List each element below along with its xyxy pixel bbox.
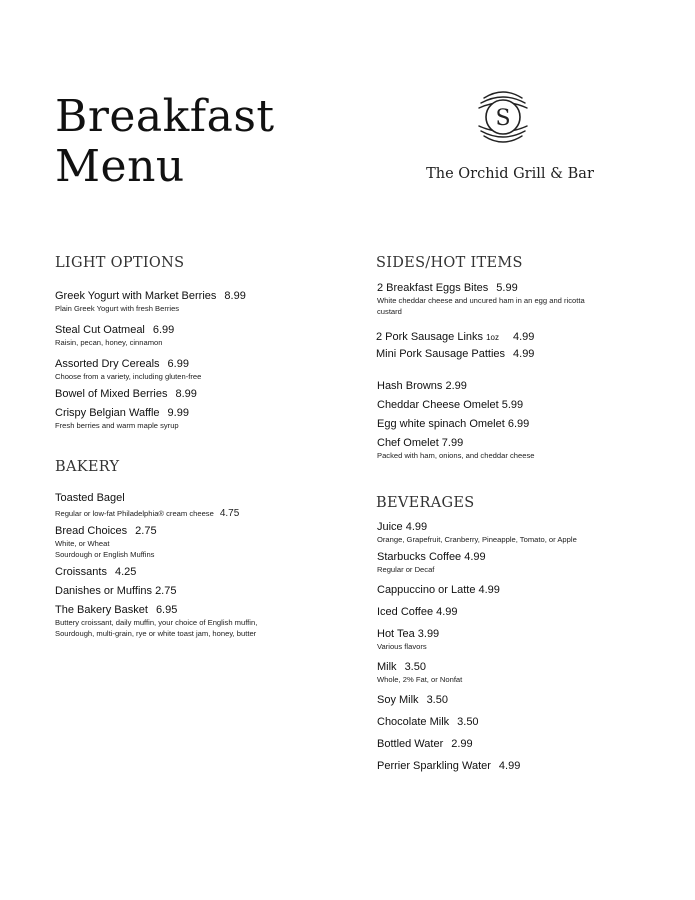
menu-item bbox=[377, 759, 676, 773]
item-name: Iced Coffee 4.99 bbox=[377, 606, 458, 618]
item-name: Soy Milk bbox=[377, 694, 419, 706]
item-name: Toasted Bagel bbox=[55, 492, 125, 504]
menu-item bbox=[55, 323, 345, 348]
item-description: Regular or Decaf bbox=[377, 565, 435, 574]
item-name: Bread Choices bbox=[55, 525, 128, 537]
item-name: Steal Cut Oatmeal bbox=[55, 324, 145, 336]
item-description: custard bbox=[377, 307, 402, 316]
item-name: Danishes or Muffins 2.75 bbox=[55, 585, 177, 597]
item-description: Sourdough or English Muffins bbox=[55, 550, 155, 559]
menu-item bbox=[55, 565, 345, 579]
item-description: Raisin, pecan, honey, cinnamon bbox=[55, 338, 163, 347]
menu-item bbox=[55, 603, 345, 639]
item-price: 4.99 bbox=[498, 760, 521, 772]
item-description: Sourdough, multi-grain, rye or white toast jam, honey, butter bbox=[55, 629, 257, 638]
item-price: 6.95 bbox=[155, 604, 178, 616]
menu-item bbox=[377, 627, 676, 652]
menu-item bbox=[55, 289, 345, 314]
logo-letter: S bbox=[495, 106, 511, 131]
item-price: 6.99 bbox=[152, 324, 175, 336]
menu-item bbox=[377, 605, 676, 619]
section-title-light-options: LIGHT OPTIONS bbox=[55, 255, 185, 271]
item-name: Hash Browns 2.99 bbox=[377, 380, 467, 392]
item-price: 3.50 bbox=[426, 694, 448, 706]
menu-item bbox=[377, 583, 676, 597]
menu-item bbox=[377, 417, 676, 431]
menu-item bbox=[377, 520, 676, 545]
menu-item bbox=[377, 281, 676, 317]
menu-item bbox=[55, 584, 345, 598]
item-description: Various flavors bbox=[377, 642, 427, 651]
item-description: Buttery croissant, daily muffin, your choice of English muffin, bbox=[55, 618, 258, 627]
section-title-sides: SIDES/HOT ITEMS bbox=[376, 255, 523, 271]
item-name: Mini Pork Sausage Patties bbox=[376, 348, 506, 360]
menu-item bbox=[377, 398, 676, 412]
section-title-bakery: BAKERY bbox=[55, 459, 120, 475]
item-price: 4.75 bbox=[219, 508, 240, 519]
page-title bbox=[55, 92, 275, 192]
item-price: 3.50 bbox=[457, 716, 479, 728]
item-description: Regular or low-fat Philadelphia® cream cheese 4.75 bbox=[55, 508, 240, 519]
left-column bbox=[55, 255, 345, 639]
item-name: Juice 4.99 bbox=[377, 521, 428, 533]
item-price: 4.99 bbox=[512, 331, 535, 343]
menu-item bbox=[55, 387, 345, 401]
item-name: Egg white spinach Omelet 6.99 bbox=[377, 418, 530, 430]
menu-item bbox=[377, 550, 676, 575]
title-line-2: Menu bbox=[55, 141, 185, 192]
item-description: Packed with ham, onions, and cheddar cheese bbox=[377, 451, 535, 460]
item-description: Whole, 2% Fat, or Nonfat bbox=[377, 675, 463, 684]
item-name: Assorted Dry Cereals bbox=[55, 358, 160, 370]
restaurant-logo-icon bbox=[470, 84, 536, 150]
item-name: Bowel of Mixed Berries bbox=[55, 388, 168, 400]
item-description: Plain Greek Yogurt with fresh Berries bbox=[55, 304, 180, 313]
item-name: Bottled Water bbox=[377, 738, 444, 750]
item-name: Chef Omelet 7.99 bbox=[377, 437, 464, 449]
item-price: 2.75 bbox=[135, 525, 157, 537]
item-name: The Bakery Basket bbox=[55, 604, 148, 616]
restaurant-name: The Orchid Grill & Bar bbox=[426, 166, 594, 182]
item-price: 3.50 bbox=[404, 661, 426, 673]
item-price: 8.99 bbox=[175, 388, 197, 400]
right-column bbox=[376, 255, 676, 773]
menu-item bbox=[377, 737, 676, 751]
item-price: 4.25 bbox=[114, 566, 137, 578]
menu-item bbox=[377, 660, 676, 685]
item-price: 6.99 bbox=[167, 358, 189, 370]
menu-item bbox=[55, 406, 345, 431]
item-description: Orange, Grapefruit, Cranberry, Pineapple, Tomato, or Apple bbox=[377, 535, 577, 544]
item-name: Croissants bbox=[55, 566, 107, 578]
item-name: 2 Pork Sausage Links bbox=[376, 331, 484, 343]
menu-item bbox=[55, 524, 345, 560]
item-price: 8.99 bbox=[224, 290, 246, 302]
item-name: Greek Yogurt with Market Berries bbox=[55, 290, 217, 302]
item-price: 4.99 bbox=[513, 348, 535, 360]
section-title-beverages: BEVERAGES bbox=[376, 495, 475, 511]
menu-item bbox=[377, 715, 676, 729]
item-name: Milk bbox=[377, 661, 397, 673]
item-name: Starbucks Coffee 4.99 bbox=[377, 551, 486, 563]
item-description: Fresh berries and warm maple syrup bbox=[55, 421, 179, 430]
item-quantity: 1oz bbox=[486, 333, 499, 342]
menu-item bbox=[376, 330, 676, 345]
item-price: 9.99 bbox=[167, 407, 189, 419]
item-description: White cheddar cheese and uncured ham in an egg and ricotta bbox=[377, 296, 585, 305]
menu-item bbox=[377, 379, 676, 393]
item-name: Crispy Belgian Waffle bbox=[55, 407, 160, 419]
menu-item bbox=[376, 347, 676, 361]
menu-item bbox=[377, 693, 676, 707]
item-description: Choose from a variety, including gluten-free bbox=[55, 372, 202, 381]
menu-item bbox=[55, 491, 345, 519]
item-name: Hot Tea 3.99 bbox=[377, 628, 440, 640]
item-name: Chocolate Milk bbox=[377, 716, 450, 728]
menu-item bbox=[377, 436, 676, 461]
item-name: Perrier Sparkling Water bbox=[377, 760, 491, 772]
item-price: 2.99 bbox=[451, 738, 473, 750]
menu-item bbox=[55, 357, 345, 382]
item-description: White, or Wheat bbox=[55, 539, 110, 548]
title-line-1: Breakfast bbox=[55, 91, 275, 142]
item-name: 2 Breakfast Eggs Bites bbox=[377, 282, 489, 294]
item-price: 5.99 bbox=[496, 282, 518, 294]
item-name: Cappuccino or Latte 4.99 bbox=[377, 584, 500, 596]
item-name: Cheddar Cheese Omelet 5.99 bbox=[377, 399, 524, 411]
